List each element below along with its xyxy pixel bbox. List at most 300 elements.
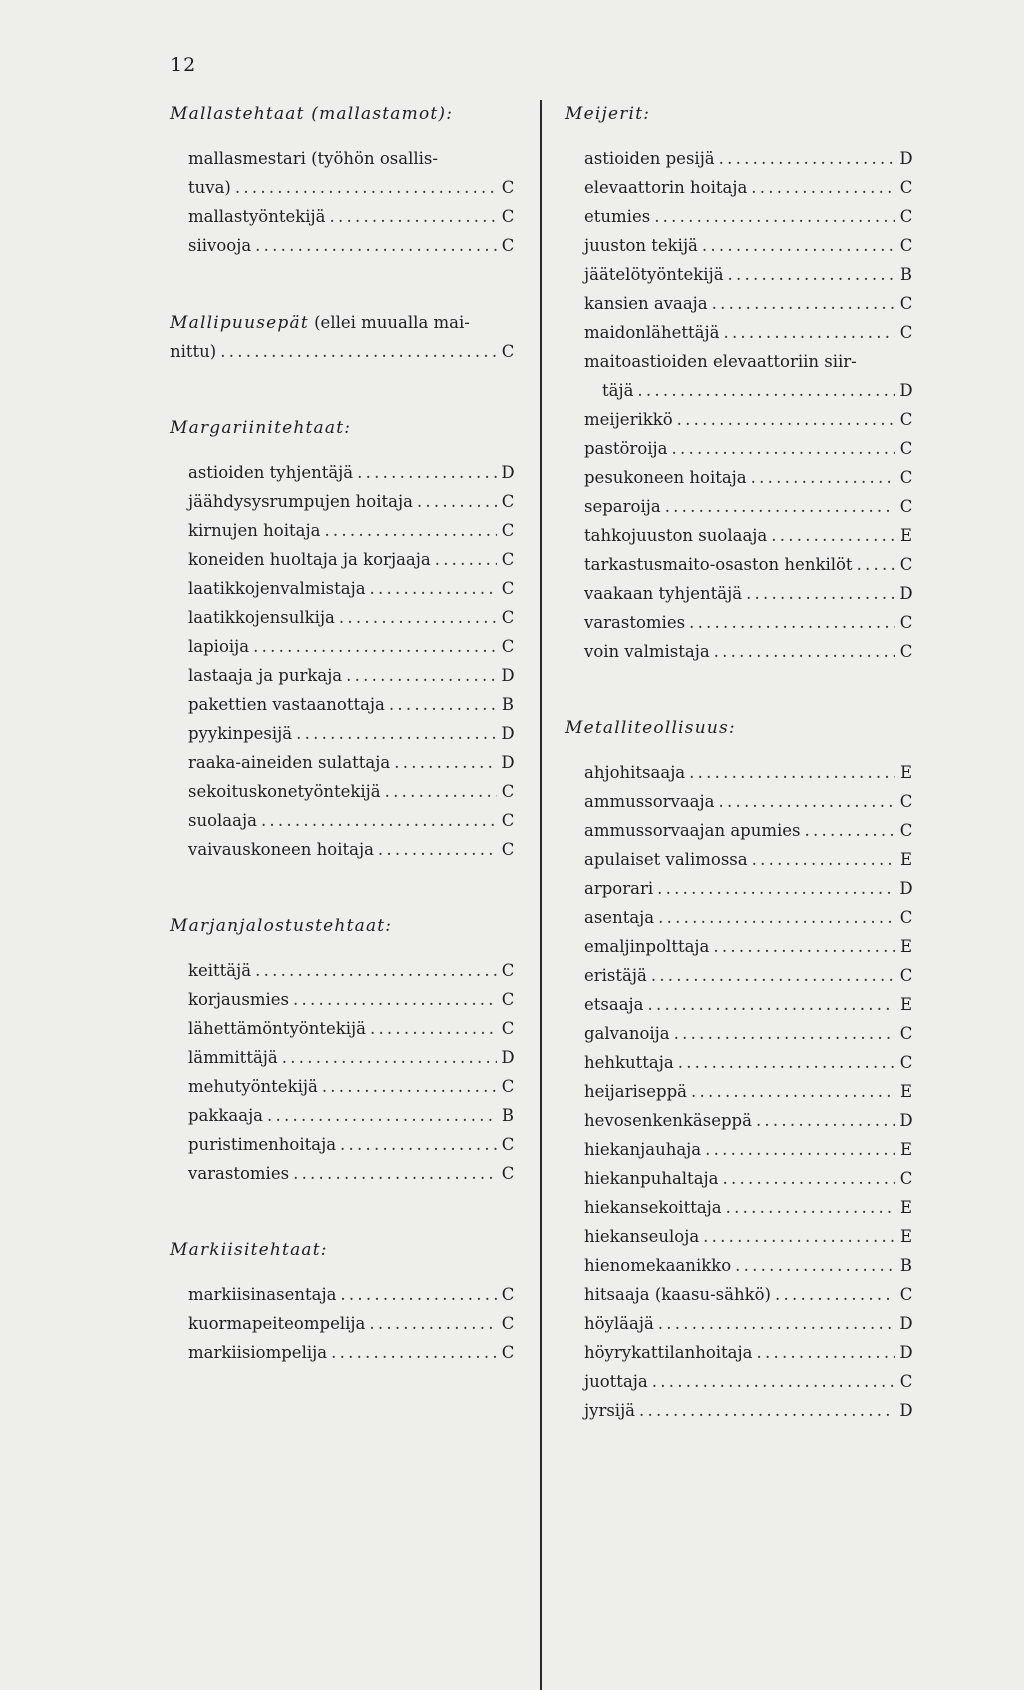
entry-grade: D	[899, 149, 913, 168]
leader-dots	[370, 574, 497, 603]
entry-grade: C	[899, 410, 913, 429]
entry-grade: D	[501, 463, 515, 482]
list-item	[584, 550, 913, 579]
entry-name: maidonlähettäjä	[584, 323, 720, 342]
entry-name: juottaja	[584, 1372, 648, 1391]
entry-grade: C	[501, 342, 515, 361]
list-item	[584, 231, 913, 260]
list-item	[584, 1338, 913, 1367]
entry-name: koneiden huoltaja ja korjaaja	[188, 550, 431, 569]
entry-name: astioiden tyhjentäjä	[188, 463, 354, 482]
entry-name: keittäjä	[188, 961, 252, 980]
list-item	[584, 845, 913, 874]
entry-grade: C	[899, 792, 913, 811]
entry-name: jyrsijä	[584, 1401, 636, 1420]
entry-list	[584, 144, 913, 666]
entry-list	[188, 144, 515, 260]
entry-name: meijerikkö	[584, 410, 673, 429]
leader-dots	[293, 985, 497, 1014]
list-item	[170, 337, 515, 366]
entry-grade: D	[899, 1111, 913, 1130]
section-mallastehtaat	[170, 100, 515, 260]
leader-dots	[651, 961, 895, 990]
list-item	[584, 1251, 913, 1280]
list-item	[188, 956, 515, 985]
entry-name: markiisiompelija	[188, 1343, 328, 1362]
entry-grade: C	[501, 811, 515, 830]
leader-dots	[703, 1222, 895, 1251]
leader-dots	[637, 376, 895, 405]
section-heading: Margariinitehtaat:	[170, 418, 352, 438]
entry-name: mallastyöntekijä	[188, 207, 326, 226]
list-item	[188, 1014, 515, 1043]
entry-grade: D	[899, 1343, 913, 1362]
list-item	[584, 260, 913, 289]
entry-grade: C	[899, 966, 913, 985]
entry-name: heijariseppä	[584, 1082, 687, 1101]
list-item	[584, 1106, 913, 1135]
entry-name: sekoituskonetyöntekijä	[188, 782, 381, 801]
leader-dots	[648, 990, 896, 1019]
section-marjanjalostustehtaat	[170, 912, 515, 1188]
entry-name: varastomies	[584, 613, 686, 632]
list-item	[188, 1280, 515, 1309]
entry-grade: D	[899, 1401, 913, 1420]
entry-name: hienomekaanikko	[584, 1256, 732, 1275]
list-item	[584, 903, 913, 932]
entry-grade: C	[899, 908, 913, 927]
section-heading-inline	[170, 308, 515, 337]
list-item	[188, 1130, 515, 1159]
entry-grade: C	[899, 1372, 913, 1391]
leader-dots	[713, 932, 895, 961]
entry-name: mehutyöntekijä	[188, 1077, 318, 1096]
entry-name: etumies	[584, 207, 651, 226]
entry-grade: C	[501, 178, 515, 197]
leader-dots	[235, 173, 497, 202]
list-item	[584, 405, 913, 434]
entry-grade: C	[899, 323, 913, 342]
list-item	[584, 608, 913, 637]
entry-grade: C	[899, 207, 913, 226]
list-item	[188, 806, 515, 835]
list-item	[188, 690, 515, 719]
leader-dots	[751, 173, 895, 202]
list-item	[584, 787, 913, 816]
leader-dots	[677, 405, 895, 434]
leader-dots	[771, 521, 895, 550]
entry-name: hiekanpuhaltaja	[584, 1169, 719, 1188]
list-item	[584, 144, 913, 173]
entry-name: ammussorvaajan apumies	[584, 821, 801, 840]
leader-dots	[639, 1396, 895, 1425]
list-item	[188, 1072, 515, 1101]
list-item	[584, 1048, 913, 1077]
list-item	[584, 579, 913, 608]
list-item	[584, 874, 913, 903]
entry-name: raaka-aineiden sulattaja	[188, 753, 391, 772]
leader-dots	[346, 661, 497, 690]
section-markiisitehtaat	[170, 1236, 515, 1367]
section-metalliteollisuus	[565, 714, 913, 1425]
leader-dots	[665, 492, 895, 521]
entry-grade: D	[899, 879, 913, 898]
entry-name: pastöroija	[584, 439, 668, 458]
entry-name: kuormapeiteompelija	[188, 1314, 366, 1333]
entry-name: elevaattorin hoitaja	[584, 178, 748, 197]
leader-dots	[752, 845, 895, 874]
entry-name: galvanoija	[584, 1024, 670, 1043]
entry-name: hiekansekoittaja	[584, 1198, 722, 1217]
column-divider	[540, 100, 542, 1690]
entry-name: pesukoneen hoitaja	[584, 468, 747, 487]
list-item	[584, 1280, 913, 1309]
entry-name: lastaaja ja purkaja	[188, 666, 343, 685]
entry-name: vaakaan tyhjentäjä	[584, 584, 743, 603]
entry-name: separoija	[584, 497, 661, 516]
entry-grade: C	[899, 642, 913, 661]
entry-grade: E	[899, 850, 913, 869]
list-item	[584, 1193, 913, 1222]
entry-grade: D	[501, 724, 515, 743]
list-item	[584, 173, 913, 202]
entry-name: vaivauskoneen hoitaja	[188, 840, 374, 859]
entry-grade: B	[899, 265, 913, 284]
leader-dots	[282, 1043, 497, 1072]
list-item	[584, 1077, 913, 1106]
leader-dots	[756, 1106, 895, 1135]
entry-name: hiekanseuloja	[584, 1227, 700, 1246]
section-heading: Metalliteollisuus:	[565, 718, 736, 738]
leader-dots	[370, 1014, 497, 1043]
entry-name: nittu)	[170, 342, 217, 361]
entry-grade: C	[899, 613, 913, 632]
leader-dots	[746, 579, 895, 608]
leader-dots	[385, 777, 497, 806]
page-number: 12	[170, 54, 197, 76]
list-item	[584, 1135, 913, 1164]
leader-dots	[293, 1159, 497, 1188]
entry-name: höyrykattilanhoitaja	[584, 1343, 753, 1362]
entry-grade: D	[899, 1314, 913, 1333]
entry-grade: C	[899, 1053, 913, 1072]
leader-dots	[255, 231, 497, 260]
entry-grade: C	[899, 821, 913, 840]
entry-name: asentaja	[584, 908, 655, 927]
entry-name: hevosenkenkäseppä	[584, 1111, 752, 1130]
list-item	[584, 1309, 913, 1338]
leader-dots	[671, 434, 895, 463]
entry-grade: C	[899, 439, 913, 458]
list-item	[188, 777, 515, 806]
entry-name: kirnujen hoitaja	[188, 521, 321, 540]
leader-dots	[220, 337, 497, 366]
entry-grade: E	[899, 763, 913, 782]
entry-name: apulaiset valimossa	[584, 850, 748, 869]
leader-dots	[751, 463, 895, 492]
list-item	[584, 637, 913, 666]
leader-dots	[657, 874, 895, 903]
entry-grade: C	[899, 294, 913, 313]
leader-dots	[267, 1101, 497, 1130]
list-item	[188, 661, 515, 690]
entry-grade: C	[501, 1285, 515, 1304]
entry-name: tuva)	[188, 178, 231, 197]
entry-line: mallasmestari (työhön osallis-	[188, 149, 438, 168]
entry-name: jäätelötyöntekijä	[584, 265, 724, 284]
leader-dots	[857, 550, 895, 579]
list-item	[188, 231, 515, 260]
entry-grade: D	[899, 381, 913, 400]
entry-name: etsaaja	[584, 995, 644, 1014]
entry-grade: C	[899, 1024, 913, 1043]
section-heading-note: (ellei muualla mai-	[308, 313, 470, 332]
leader-dots	[435, 545, 497, 574]
leader-dots	[369, 1309, 497, 1338]
leader-dots	[805, 816, 895, 845]
leader-dots	[691, 1077, 895, 1106]
entry-list	[188, 1280, 515, 1367]
list-item	[188, 985, 515, 1014]
entry-name: kansien avaaja	[584, 294, 708, 313]
section-mallipuusepat	[170, 308, 515, 366]
leader-dots	[678, 1048, 895, 1077]
entry-grade: C	[501, 1164, 515, 1183]
entry-name: lähettämöntyöntekijä	[188, 1019, 366, 1038]
entry-grade: C	[501, 550, 515, 569]
entry-grade: C	[899, 178, 913, 197]
entry-grade: C	[501, 521, 515, 540]
section-meijerit	[565, 100, 913, 666]
entry-grade: C	[501, 637, 515, 656]
list-item	[188, 835, 515, 864]
entry-name: ahjohitsaaja	[584, 763, 686, 782]
entry-grade: C	[899, 497, 913, 516]
entry-grade: C	[501, 840, 515, 859]
left-column	[170, 100, 515, 1367]
entry-name: lapioija	[188, 637, 250, 656]
list-item	[188, 1309, 515, 1338]
leader-dots	[654, 202, 895, 231]
list-item	[584, 990, 913, 1019]
entry-name: varastomies	[188, 1164, 290, 1183]
entry-name: astioiden pesijä	[584, 149, 715, 168]
entry-grade: C	[501, 492, 515, 511]
section-heading: Meijerit:	[565, 104, 651, 124]
entry-grade: D	[501, 1048, 515, 1067]
entry-grade: C	[501, 236, 515, 255]
leader-dots	[689, 608, 895, 637]
leader-dots	[658, 1309, 895, 1338]
leader-dots	[324, 516, 497, 545]
leader-dots	[726, 1193, 895, 1222]
entry-list	[584, 758, 913, 1425]
entry-grade: E	[899, 526, 913, 545]
entry-name: hiekanjauhaja	[584, 1140, 702, 1159]
entry-grade: C	[899, 1169, 913, 1188]
leader-dots	[718, 787, 895, 816]
leader-dots	[357, 458, 497, 487]
entry-grade: C	[501, 961, 515, 980]
entry-grade: C	[501, 782, 515, 801]
entry-grade: C	[501, 990, 515, 1009]
leader-dots	[702, 231, 895, 260]
leader-dots	[728, 260, 895, 289]
entry-name: puristimenhoitaja	[188, 1135, 337, 1154]
leader-dots	[331, 1338, 497, 1367]
list-item	[584, 816, 913, 845]
leader-dots	[714, 637, 895, 666]
leader-dots	[329, 202, 497, 231]
entry-name: markiisinasentaja	[188, 1285, 337, 1304]
entry-grade: E	[899, 937, 913, 956]
list-item	[584, 1396, 913, 1425]
entry-name: voin valmistaja	[584, 642, 710, 661]
leader-dots	[735, 1251, 895, 1280]
section-heading: Mallipuusepät	[170, 313, 309, 333]
entry-name: emaljinpolttaja	[584, 937, 710, 956]
entry-name: tarkastusmaito-osaston henkilöt	[584, 555, 853, 574]
entry-grade: E	[899, 1082, 913, 1101]
entry-name: suolaaja	[188, 811, 257, 830]
leader-dots	[417, 487, 497, 516]
list-item	[188, 632, 515, 661]
entry-name: lämmittäjä	[188, 1048, 278, 1067]
list-item	[188, 748, 515, 777]
entry-line: maitoastioiden elevaattoriin siir-	[584, 352, 857, 371]
leader-dots	[719, 144, 895, 173]
leader-dots	[340, 1130, 497, 1159]
entry-grade: C	[501, 1077, 515, 1096]
entry-grade: E	[899, 995, 913, 1014]
list-item	[188, 1101, 515, 1130]
entry-grade: C	[899, 236, 913, 255]
list-item	[584, 932, 913, 961]
entry-grade: C	[899, 1285, 913, 1304]
entry-grade: C	[899, 468, 913, 487]
entry-grade: C	[501, 1343, 515, 1362]
entry-name: arporari	[584, 879, 654, 898]
list-item	[584, 492, 913, 521]
entry-grade: C	[501, 1135, 515, 1154]
entry-name: laatikkojensulkija	[188, 608, 335, 627]
leader-dots	[756, 1338, 895, 1367]
list-item	[188, 516, 515, 545]
entry-grade: D	[501, 666, 515, 685]
entry-name: pyykinpesijä	[188, 724, 293, 743]
list-item	[188, 1043, 515, 1072]
section-heading: Marjanjalostustehtaat:	[170, 916, 393, 936]
entry-name: siivooja	[188, 236, 252, 255]
entry-name: tahkojuuston suolaaja	[584, 526, 768, 545]
list-item	[584, 318, 913, 347]
list-item	[188, 603, 515, 632]
list-item	[188, 202, 515, 231]
entry-grade: C	[501, 1019, 515, 1038]
list-item	[188, 545, 515, 574]
leader-dots	[674, 1019, 895, 1048]
section-margariinitehtaat	[170, 414, 515, 864]
entry-grade: C	[501, 207, 515, 226]
entry-name: täjä	[602, 381, 634, 400]
entry-name: pakettien vastaanottaja	[188, 695, 385, 714]
entry-grade: C	[501, 579, 515, 598]
list-item	[584, 376, 913, 405]
list-item	[188, 574, 515, 603]
entry-grade: B	[501, 1106, 515, 1125]
entry-name: höyläajä	[584, 1314, 654, 1333]
list-item	[584, 202, 913, 231]
section-heading: Markiisitehtaat:	[170, 1240, 328, 1260]
entry-grade: B	[501, 695, 515, 714]
list-item	[188, 1159, 515, 1188]
entry-grade: B	[899, 1256, 913, 1275]
entry-name: eristäjä	[584, 966, 647, 985]
entry-grade: E	[899, 1140, 913, 1159]
list-item	[188, 719, 515, 748]
entry-name: jäähdysysrumpujen hoitaja	[188, 492, 413, 511]
entry-name: ammussorvaaja	[584, 792, 715, 811]
right-column	[565, 100, 913, 1425]
list-item	[188, 1338, 515, 1367]
leader-dots	[705, 1135, 895, 1164]
list-item	[584, 1367, 913, 1396]
section-heading: Mallastehtaat (mallastamot):	[170, 104, 454, 124]
entry-grade: C	[899, 555, 913, 574]
list-item	[584, 1164, 913, 1193]
entry-grade: D	[501, 753, 515, 772]
entry-list	[188, 956, 515, 1188]
entry-name: pakkaaja	[188, 1106, 264, 1125]
leader-dots	[775, 1280, 895, 1309]
entry-grade: E	[899, 1227, 913, 1246]
leader-dots	[339, 603, 497, 632]
leader-dots	[652, 1367, 895, 1396]
leader-dots	[322, 1072, 497, 1101]
list-item	[584, 463, 913, 492]
leader-dots	[712, 289, 895, 318]
entry-grade: E	[899, 1198, 913, 1217]
entry-name: hitsaaja (kaasu-sähkö)	[584, 1285, 771, 1304]
leader-dots	[296, 719, 497, 748]
list-item	[584, 434, 913, 463]
list-item	[584, 289, 913, 318]
entry-name: korjausmies	[188, 990, 290, 1009]
list-item	[584, 758, 913, 787]
list-item	[188, 458, 515, 487]
list-item	[188, 487, 515, 516]
list-item	[584, 521, 913, 550]
entry-list	[188, 458, 515, 864]
list-item	[188, 173, 515, 202]
entry-grade: C	[501, 608, 515, 627]
entry-name: laatikkojenvalmistaja	[188, 579, 366, 598]
leader-dots	[723, 318, 895, 347]
leader-dots	[689, 758, 895, 787]
leader-dots	[394, 748, 497, 777]
entry-grade: C	[501, 1314, 515, 1333]
list-item	[584, 961, 913, 990]
leader-dots	[340, 1280, 497, 1309]
leader-dots	[261, 806, 497, 835]
leader-dots	[722, 1164, 895, 1193]
leader-dots	[378, 835, 497, 864]
leader-dots	[255, 956, 497, 985]
entry-name: hehkuttaja	[584, 1053, 674, 1072]
leader-dots	[658, 903, 895, 932]
entry-name: juuston tekijä	[584, 236, 698, 255]
leader-dots	[389, 690, 497, 719]
